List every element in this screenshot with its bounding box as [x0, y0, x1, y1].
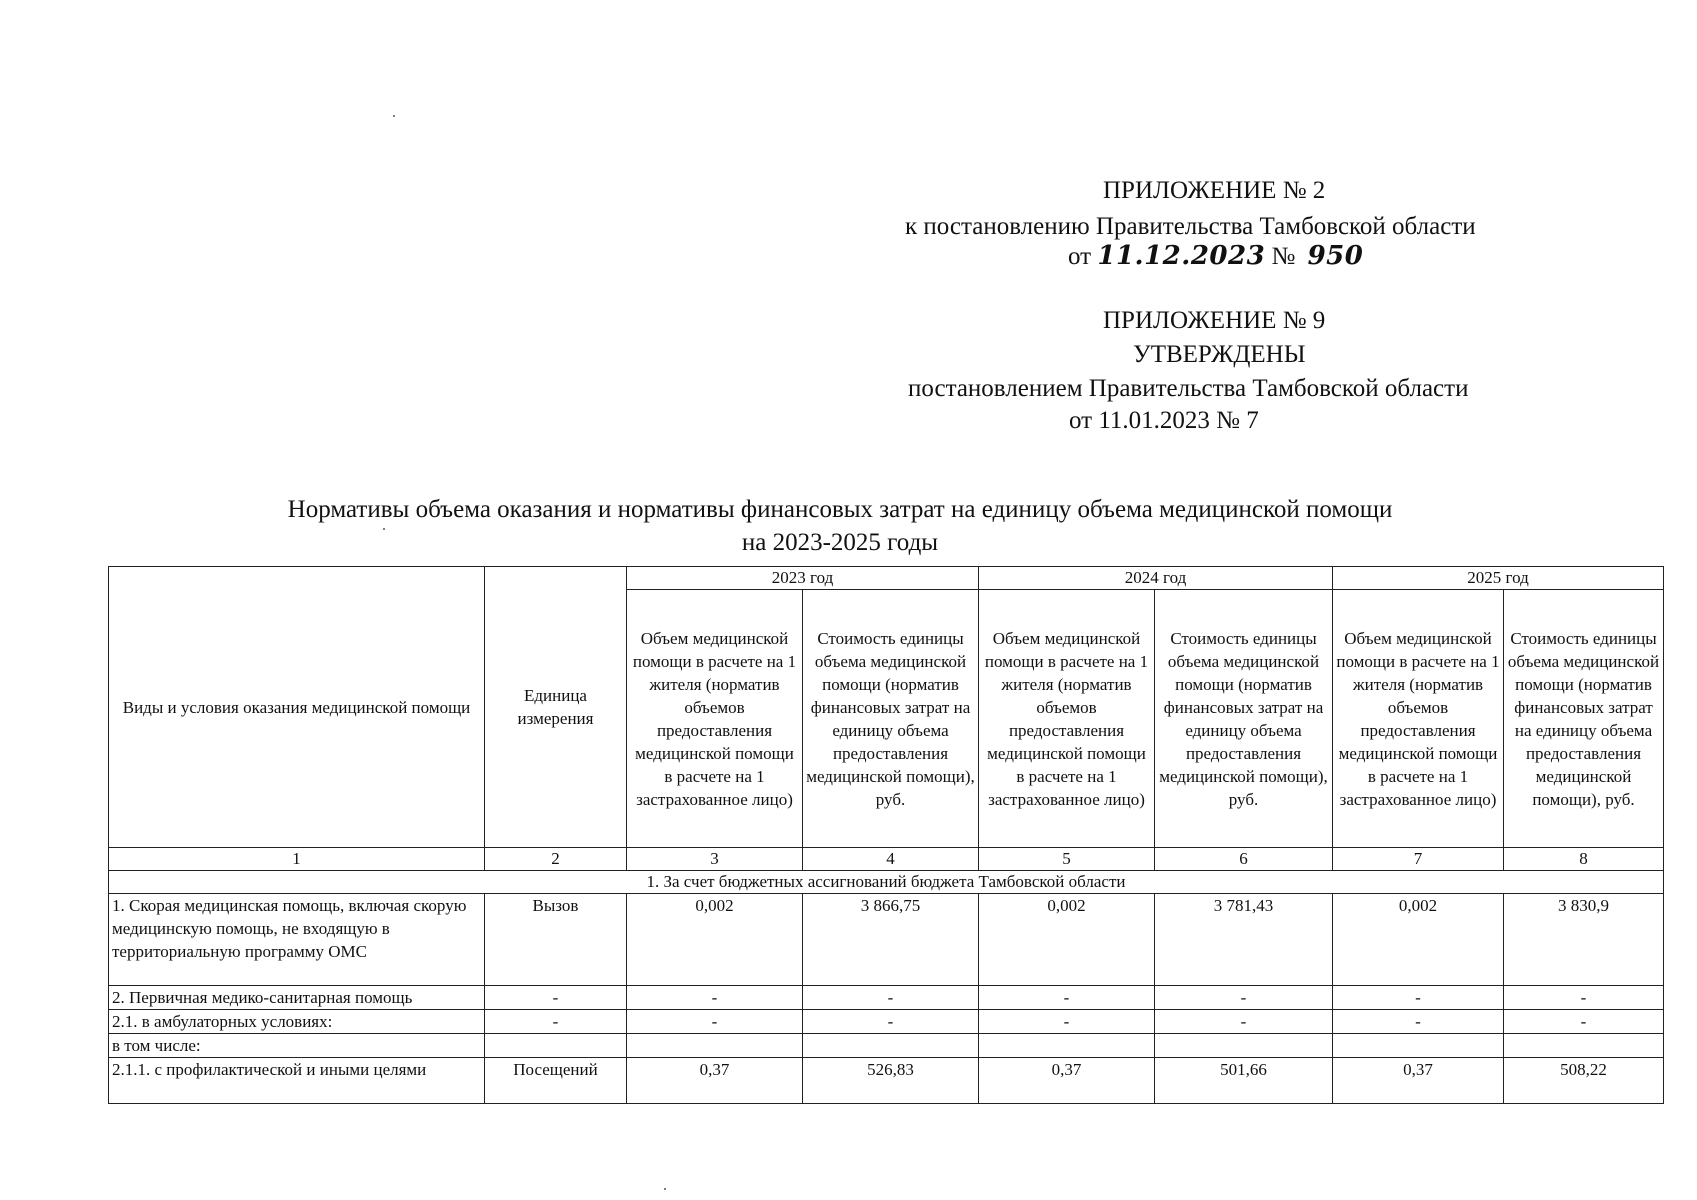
row-volume-2023 [627, 1034, 803, 1058]
column-number: 1 [109, 848, 485, 871]
column-number: 8 [1504, 848, 1664, 871]
row-cost-2023: 526,83 [803, 1058, 979, 1104]
header-cost-2024: Стоимость единицы объема медицинской помощи (норматив финансовых затрат на единицу объема предоставления медицинской помощи), руб. [1155, 590, 1333, 848]
section-title: 1. За счет бюджетных ассигнований бюджета Тамбовской области [109, 871, 1664, 894]
row-volume-2025: 0,002 [1333, 894, 1504, 986]
appendix-2-number-sign: № [1271, 243, 1296, 270]
row-cost-2025: 3 830,9 [1504, 894, 1664, 986]
row-volume-2024: 0,37 [979, 1058, 1155, 1104]
row-cost-2025: - [1504, 1010, 1664, 1034]
row-volume-2025: 0,37 [1333, 1058, 1504, 1104]
header-cost-2025: Стоимость единицы объема медицинской помощи (норматив финансовых затрат на единицу объема предоставления медицинской помощи), руб. [1504, 590, 1664, 848]
column-number: 4 [803, 848, 979, 871]
appendix-2-number-handwritten: 950 [1307, 241, 1364, 271]
appendix-9-title: ПРИЛОЖЕНИЕ № 9 [1103, 307, 1326, 334]
row-volume-2024: 0,002 [979, 894, 1155, 986]
row-name: 1. Скорая медицинская помощь, включая скорую медицинскую помощь, не входящую в территориальную программу ОМС [109, 894, 485, 986]
appendix-2-subtitle: к постановлению Правительства Тамбовской области [905, 213, 1476, 240]
row-cost-2025: 508,22 [1504, 1058, 1664, 1104]
row-cost-2023 [803, 1034, 979, 1058]
column-number-row [109, 848, 1664, 871]
table-row [109, 986, 1664, 1010]
column-number: 6 [1155, 848, 1333, 871]
row-volume-2024: - [979, 986, 1155, 1010]
row-unit: Вызов [485, 894, 627, 986]
scan-speck [664, 1188, 666, 1190]
row-volume-2023: - [627, 986, 803, 1010]
appendix-2-date-handwritten: 11.12.2023 [1097, 241, 1266, 271]
row-volume-2024 [979, 1034, 1155, 1058]
document-title [150, 493, 1530, 559]
row-cost-2024 [1155, 1034, 1333, 1058]
appendix-2-date-line [1068, 243, 1363, 269]
approved-by: постановлением Правительства Тамбовской области [908, 375, 1469, 402]
row-unit: - [485, 1010, 627, 1034]
standards-table [108, 566, 1664, 1104]
document-title-line-2: на 2023-2025 годы [741, 529, 939, 556]
row-cost-2025: - [1504, 986, 1664, 1010]
row-cost-2024: 3 781,43 [1155, 894, 1333, 986]
approved-date: от 11.01.2023 № 7 [1069, 407, 1259, 434]
scan-speck [383, 528, 385, 530]
header-cell-unit: Единица измерения [485, 567, 627, 848]
row-volume-2023: 0,002 [627, 894, 803, 986]
column-number: 5 [979, 848, 1155, 871]
row-name: 2. Первичная медико-санитарная помощь [109, 986, 485, 1010]
row-volume-2025: - [1333, 986, 1504, 1010]
row-name: 2.1. в амбулаторных условиях: [109, 1010, 485, 1034]
row-cost-2024: - [1155, 1010, 1333, 1034]
column-number: 7 [1333, 848, 1504, 871]
header-volume-2023: Объем медицинской помощи в расчете на 1 жителя (норматив объемов предоставления медицинской помощи в расчете на 1 застрахованное лицо) [627, 590, 803, 848]
row-volume-2023: 0,37 [627, 1058, 803, 1104]
table-row [109, 1034, 1664, 1058]
row-volume-2024: - [979, 1010, 1155, 1034]
row-cost-2024: - [1155, 986, 1333, 1010]
row-unit: - [485, 986, 627, 1010]
row-cost-2023: 3 866,75 [803, 894, 979, 986]
column-number: 3 [627, 848, 803, 871]
scan-speck [393, 115, 395, 117]
row-name: 2.1.1. с профилактической и иными целями [109, 1058, 485, 1104]
row-cost-2025 [1504, 1034, 1664, 1058]
column-number: 2 [485, 848, 627, 871]
row-volume-2023: - [627, 1010, 803, 1034]
row-volume-2025 [1333, 1034, 1504, 1058]
approved-label: УТВЕРЖДЕНЫ [1133, 341, 1306, 368]
row-volume-2025: - [1333, 1010, 1504, 1034]
header-volume-2024: Объем медицинской помощи в расчете на 1 жителя (норматив объемов предоставления медицинской помощи в расчете на 1 застрахованное лицо) [979, 590, 1155, 848]
table-row [109, 1010, 1664, 1034]
row-cost-2023: - [803, 986, 979, 1010]
row-cost-2024: 501,66 [1155, 1058, 1333, 1104]
section-row [109, 871, 1664, 894]
row-name: в том числе: [109, 1034, 485, 1058]
header-year-2023: 2023 год [627, 567, 979, 590]
table-row [109, 894, 1664, 986]
appendix-2-from: от [1068, 243, 1092, 270]
header-cell-type: Виды и условия оказания медицинской помощи [109, 567, 485, 848]
header-year-2024: 2024 год [979, 567, 1333, 590]
row-unit: Посещений [485, 1058, 627, 1104]
row-cost-2023: - [803, 1010, 979, 1034]
header-volume-2025: Объем медицинской помощи в расчете на 1 жителя (норматив объемов предоставления медицинской помощи в расчете на 1 застрахованное лицо) [1333, 590, 1504, 848]
row-unit [485, 1034, 627, 1058]
header-year-2025: 2025 год [1333, 567, 1664, 590]
header-cost-2023: Стоимость единицы объема медицинской помощи (норматив финансовых затрат на единицу объема предоставления медицинской помощи), руб. [803, 590, 979, 848]
document-title-line-1: Нормативы объема оказания и нормативы финансовых затрат на единицу объема медицинской помощи [287, 496, 1393, 523]
table-row [109, 1058, 1664, 1104]
appendix-2-title: ПРИЛОЖЕНИЕ № 2 [1103, 177, 1326, 204]
